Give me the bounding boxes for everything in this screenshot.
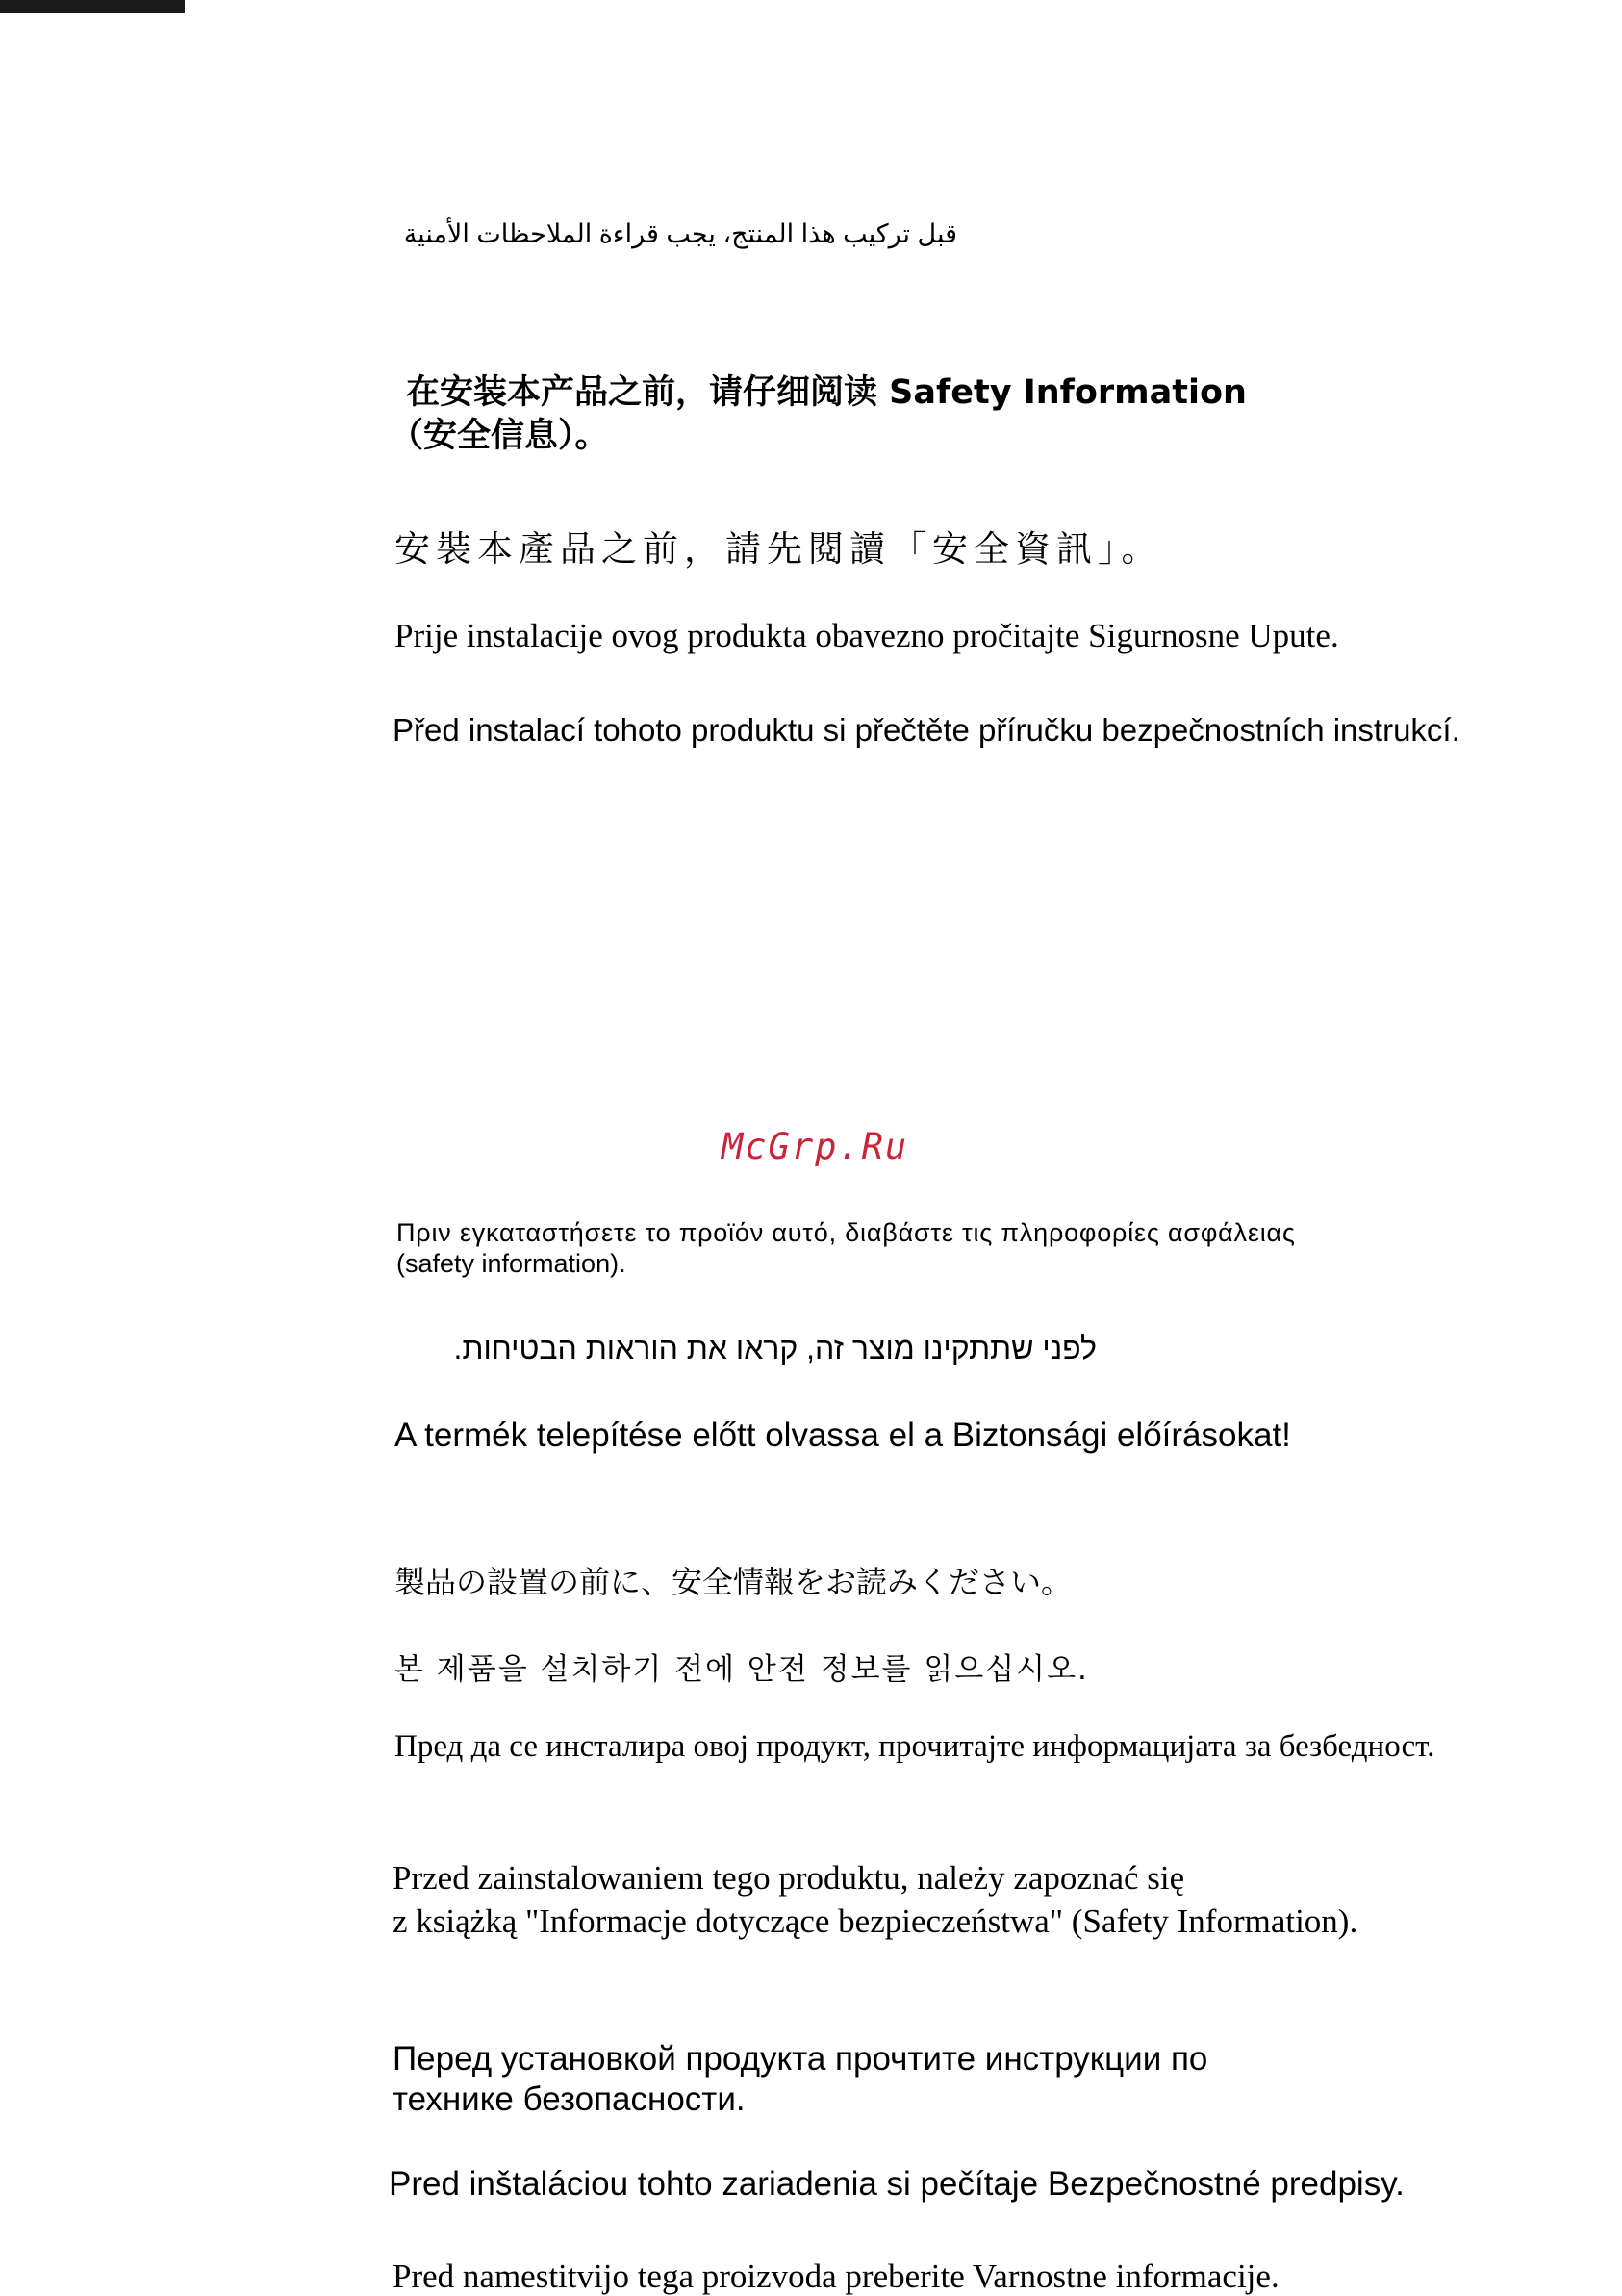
notice-chinese-simplified-line2: （安全信息）。 [390, 417, 609, 455]
notice-japanese: 製品の設置の前に、安全情報をお読みください。 [394, 1564, 1073, 1600]
notice-slovak: Pred inštaláciou tohto zariadenia si pečítaje Bezpečnostné predpisy. [389, 2165, 1405, 2203]
notice-greek-line2: (safety information). [396, 1249, 626, 1278]
watermark: McGrp.Ru [722, 1126, 909, 1167]
notice-arabic: قبل تركيب هذا المنتج، يجب قراءة الملاحظات الأمنية [403, 219, 957, 248]
notice-polish-line1: Przed zainstalowaniem tego produktu, należy zapoznać się [393, 1859, 1185, 1897]
notice-hungarian: A termék telepítése előtt olvassa el a Biztonsági előírásokat! [394, 1416, 1291, 1454]
corner-bar [0, 0, 185, 13]
notice-macedonian: Пред да се инсталира овој продукт, прочитајте информацијата за безбедност. [394, 1729, 1435, 1764]
notice-chinese-traditional: 安裝本產品之前，請先閱讀「安全資訊」。 [394, 528, 1163, 570]
notice-greek-line1: Πριν εγκαταστήσετε το προϊόν αυτό, διαβάστε τις πληροφορίες ασφάλειας [396, 1218, 1296, 1247]
notice-russian-line1: Перед установкой продукта прочтите инструкции по [393, 2040, 1208, 2078]
notice-slovenian: Pred namestitvijo tega proizvoda preberite Varnostne informacije. [393, 2258, 1280, 2295]
notice-hebrew: לפני שתתקינו מוצר זה, קראו את הוראות הבטיחות. [453, 1331, 1097, 1365]
notice-korean: 본 제품을 설치하기 전에 안전 정보를 읽으십시오. [394, 1652, 1089, 1687]
notice-croatian: Prije instalacije ovog produkta obavezno pročitajte Sigurnosne Upute. [394, 617, 1339, 654]
notice-czech: Před instalací tohoto produktu si přečtěte příručku bezpečnostních instrukcí. [393, 712, 1460, 748]
notice-polish-line2: z książką "Informacje dotyczące bezpieczeństwa" (Safety Information). [393, 1902, 1358, 1940]
notice-chinese-simplified-line1: 在安装本产品之前，请仔细阅读 Safety Information [406, 373, 1247, 412]
notice-russian-line2: технике безопасности. [393, 2080, 746, 2118]
